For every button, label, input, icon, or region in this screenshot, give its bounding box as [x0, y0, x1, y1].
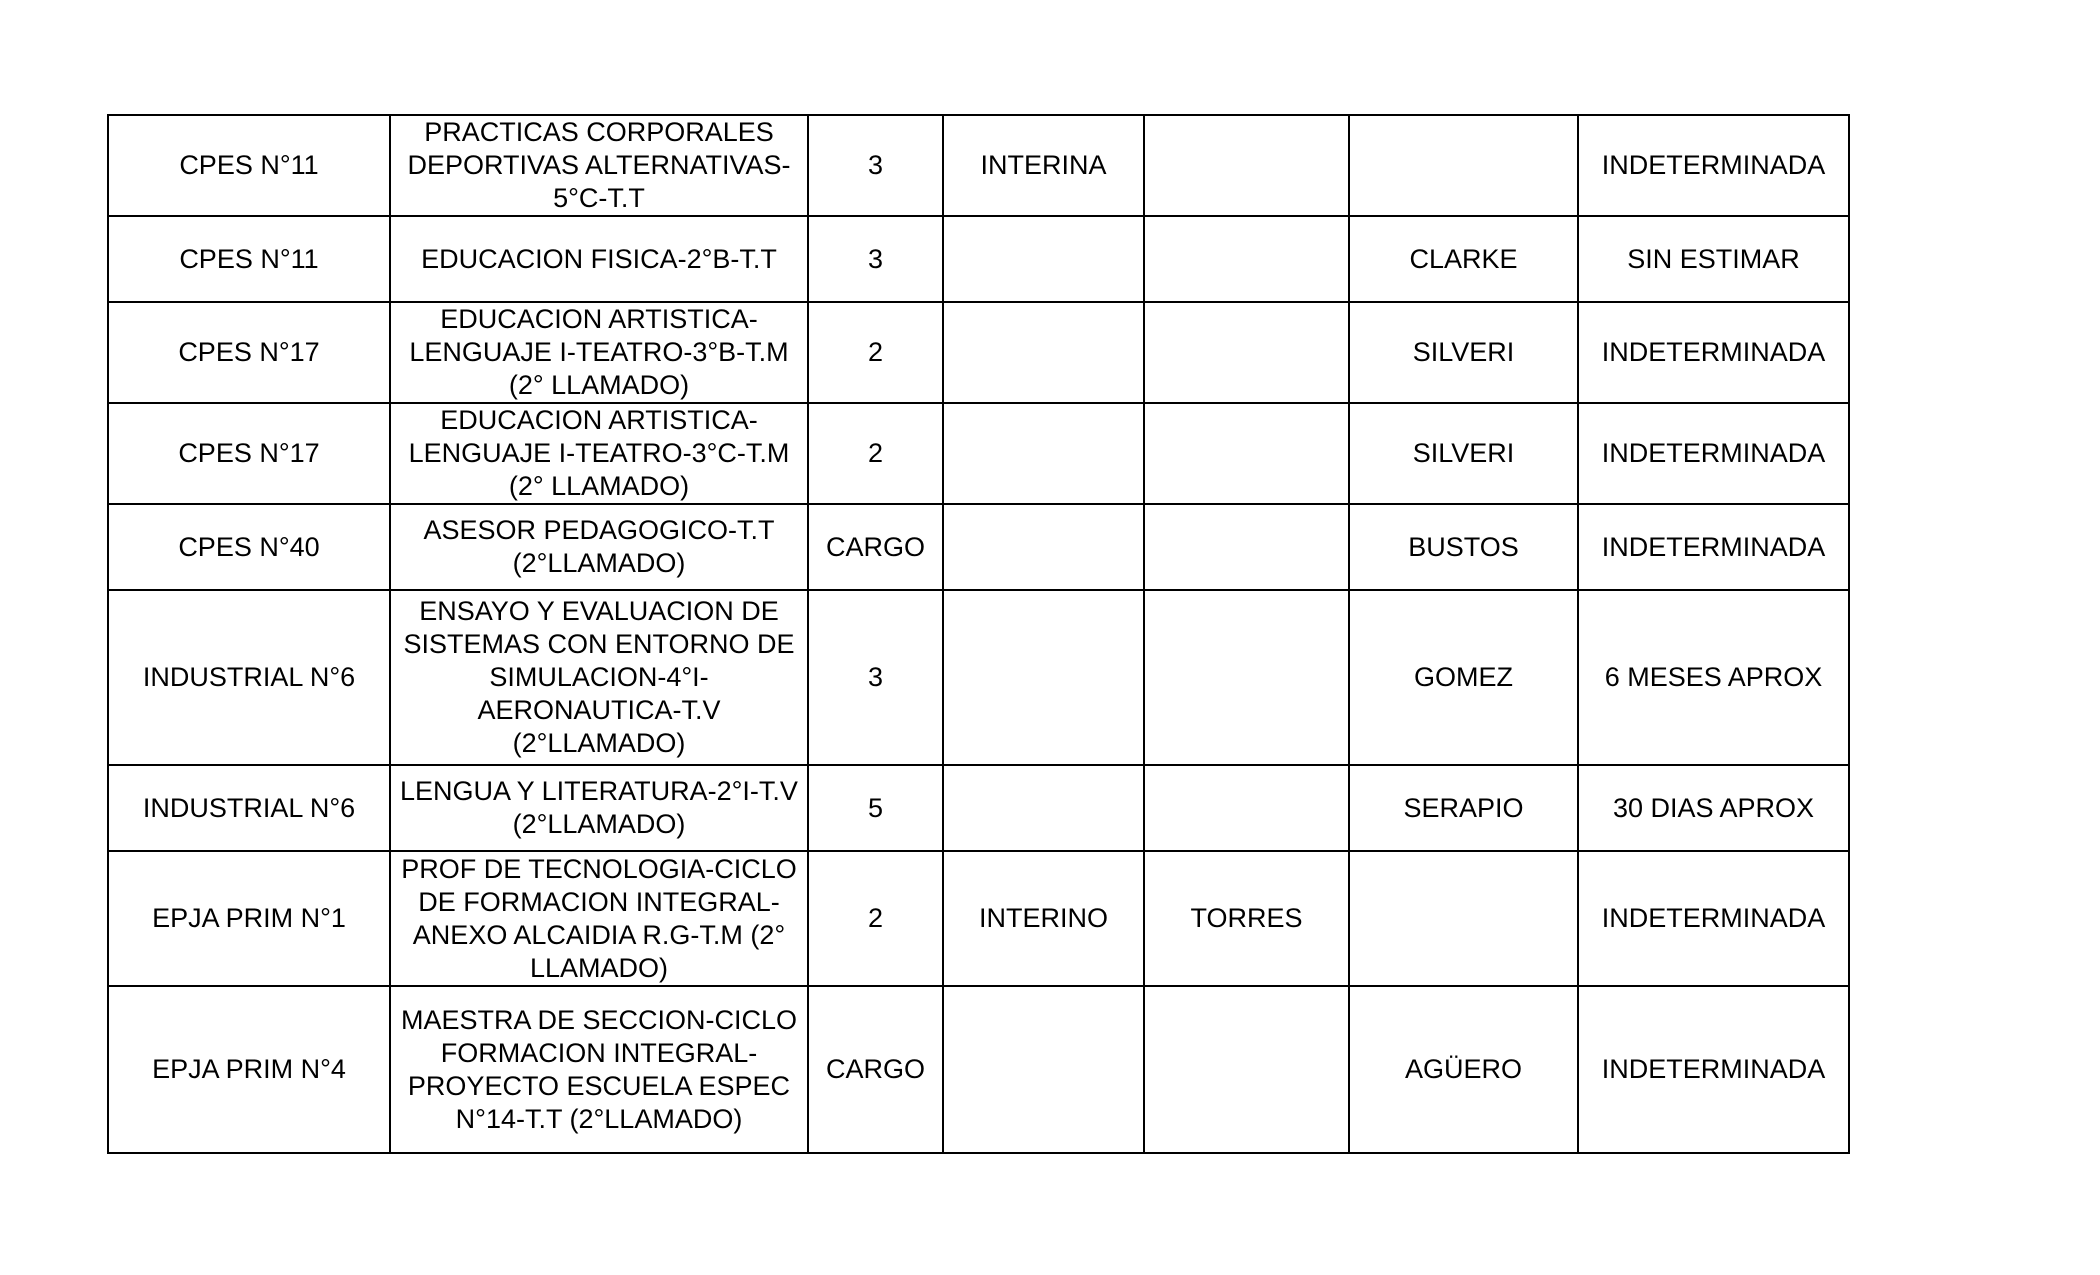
cell-hours: 3	[808, 590, 943, 765]
cell-duration: SIN ESTIMAR	[1578, 216, 1849, 302]
cell-school: EPJA PRIM N°1	[108, 851, 390, 986]
cell-holder	[1144, 216, 1349, 302]
cell-condition	[943, 216, 1144, 302]
cell-subject: PRACTICAS CORPORALES DEPORTIVAS ALTERNATIVAS-5°C-T.T	[390, 115, 808, 216]
table-body	[108, 115, 1849, 1153]
cell-holder: TORRES	[1144, 851, 1349, 986]
cell-condition: INTERINO	[943, 851, 1144, 986]
cell-school: CPES N°40	[108, 504, 390, 590]
cell-hours: CARGO	[808, 986, 943, 1153]
cell-school: CPES N°17	[108, 403, 390, 504]
table-row	[108, 115, 1849, 216]
cell-subject: LENGUA Y LITERATURA-2°I-T.V (2°LLAMADO)	[390, 765, 808, 851]
cell-subject: EDUCACION ARTISTICA-LENGUAJE I-TEATRO-3°C-T.M (2° LLAMADO)	[390, 403, 808, 504]
cell-holder	[1144, 765, 1349, 851]
cell-subject: ENSAYO Y EVALUACION DE SISTEMAS CON ENTORNO DE SIMULACION-4°I-AERONAUTICA-T.V (2°LLAMADO)	[390, 590, 808, 765]
table-row	[108, 216, 1849, 302]
table-row	[108, 986, 1849, 1153]
table-row	[108, 302, 1849, 403]
cell-school: INDUSTRIAL N°6	[108, 765, 390, 851]
cell-condition	[943, 590, 1144, 765]
cell-holder	[1144, 403, 1349, 504]
cell-replaced	[1349, 851, 1578, 986]
cell-duration: INDETERMINADA	[1578, 851, 1849, 986]
cell-hours: 2	[808, 403, 943, 504]
cell-hours: 2	[808, 851, 943, 986]
cell-replaced: GOMEZ	[1349, 590, 1578, 765]
table-row	[108, 765, 1849, 851]
cell-replaced	[1349, 115, 1578, 216]
cell-hours: 2	[808, 302, 943, 403]
cell-replaced: SERAPIO	[1349, 765, 1578, 851]
cell-replaced: CLARKE	[1349, 216, 1578, 302]
table-row	[108, 504, 1849, 590]
cell-holder	[1144, 986, 1349, 1153]
cell-duration: 6 MESES APROX	[1578, 590, 1849, 765]
cell-condition	[943, 986, 1144, 1153]
table-row	[108, 403, 1849, 504]
cell-subject: MAESTRA DE SECCION-CICLO FORMACION INTEGRAL-PROYECTO ESCUELA ESPEC N°14-T.T (2°LLAMADO)	[390, 986, 808, 1153]
cell-condition	[943, 302, 1144, 403]
cell-subject: PROF DE TECNOLOGIA-CICLO DE FORMACION INTEGRAL-ANEXO ALCAIDIA R.G-T.M (2° LLAMADO)	[390, 851, 808, 986]
cell-duration: INDETERMINADA	[1578, 504, 1849, 590]
cell-replaced: BUSTOS	[1349, 504, 1578, 590]
cell-subject: EDUCACION ARTISTICA-LENGUAJE I-TEATRO-3°B-T.M (2° LLAMADO)	[390, 302, 808, 403]
cell-hours: CARGO	[808, 504, 943, 590]
cell-condition	[943, 765, 1144, 851]
cell-duration: INDETERMINADA	[1578, 986, 1849, 1153]
cell-holder	[1144, 504, 1349, 590]
cell-subject: EDUCACION FISICA-2°B-T.T	[390, 216, 808, 302]
cell-duration: INDETERMINADA	[1578, 403, 1849, 504]
cell-condition: INTERINA	[943, 115, 1144, 216]
cell-school: CPES N°17	[108, 302, 390, 403]
cell-school: INDUSTRIAL N°6	[108, 590, 390, 765]
cell-duration: INDETERMINADA	[1578, 302, 1849, 403]
cell-school: EPJA PRIM N°4	[108, 986, 390, 1153]
cell-school: CPES N°11	[108, 115, 390, 216]
cell-duration: 30 DIAS APROX	[1578, 765, 1849, 851]
cell-condition	[943, 403, 1144, 504]
cell-hours: 5	[808, 765, 943, 851]
cell-holder	[1144, 590, 1349, 765]
cell-hours: 3	[808, 115, 943, 216]
cell-school: CPES N°11	[108, 216, 390, 302]
cell-holder	[1144, 115, 1349, 216]
cell-hours: 3	[808, 216, 943, 302]
cell-holder	[1144, 302, 1349, 403]
cell-subject: ASESOR PEDAGOGICO-T.T (2°LLAMADO)	[390, 504, 808, 590]
table-row	[108, 590, 1849, 765]
cell-replaced: SILVERI	[1349, 403, 1578, 504]
vacancy-table	[107, 114, 1850, 1154]
cell-condition	[943, 504, 1144, 590]
cell-replaced: AGÜERO	[1349, 986, 1578, 1153]
table-row	[108, 851, 1849, 986]
cell-duration: INDETERMINADA	[1578, 115, 1849, 216]
cell-replaced: SILVERI	[1349, 302, 1578, 403]
